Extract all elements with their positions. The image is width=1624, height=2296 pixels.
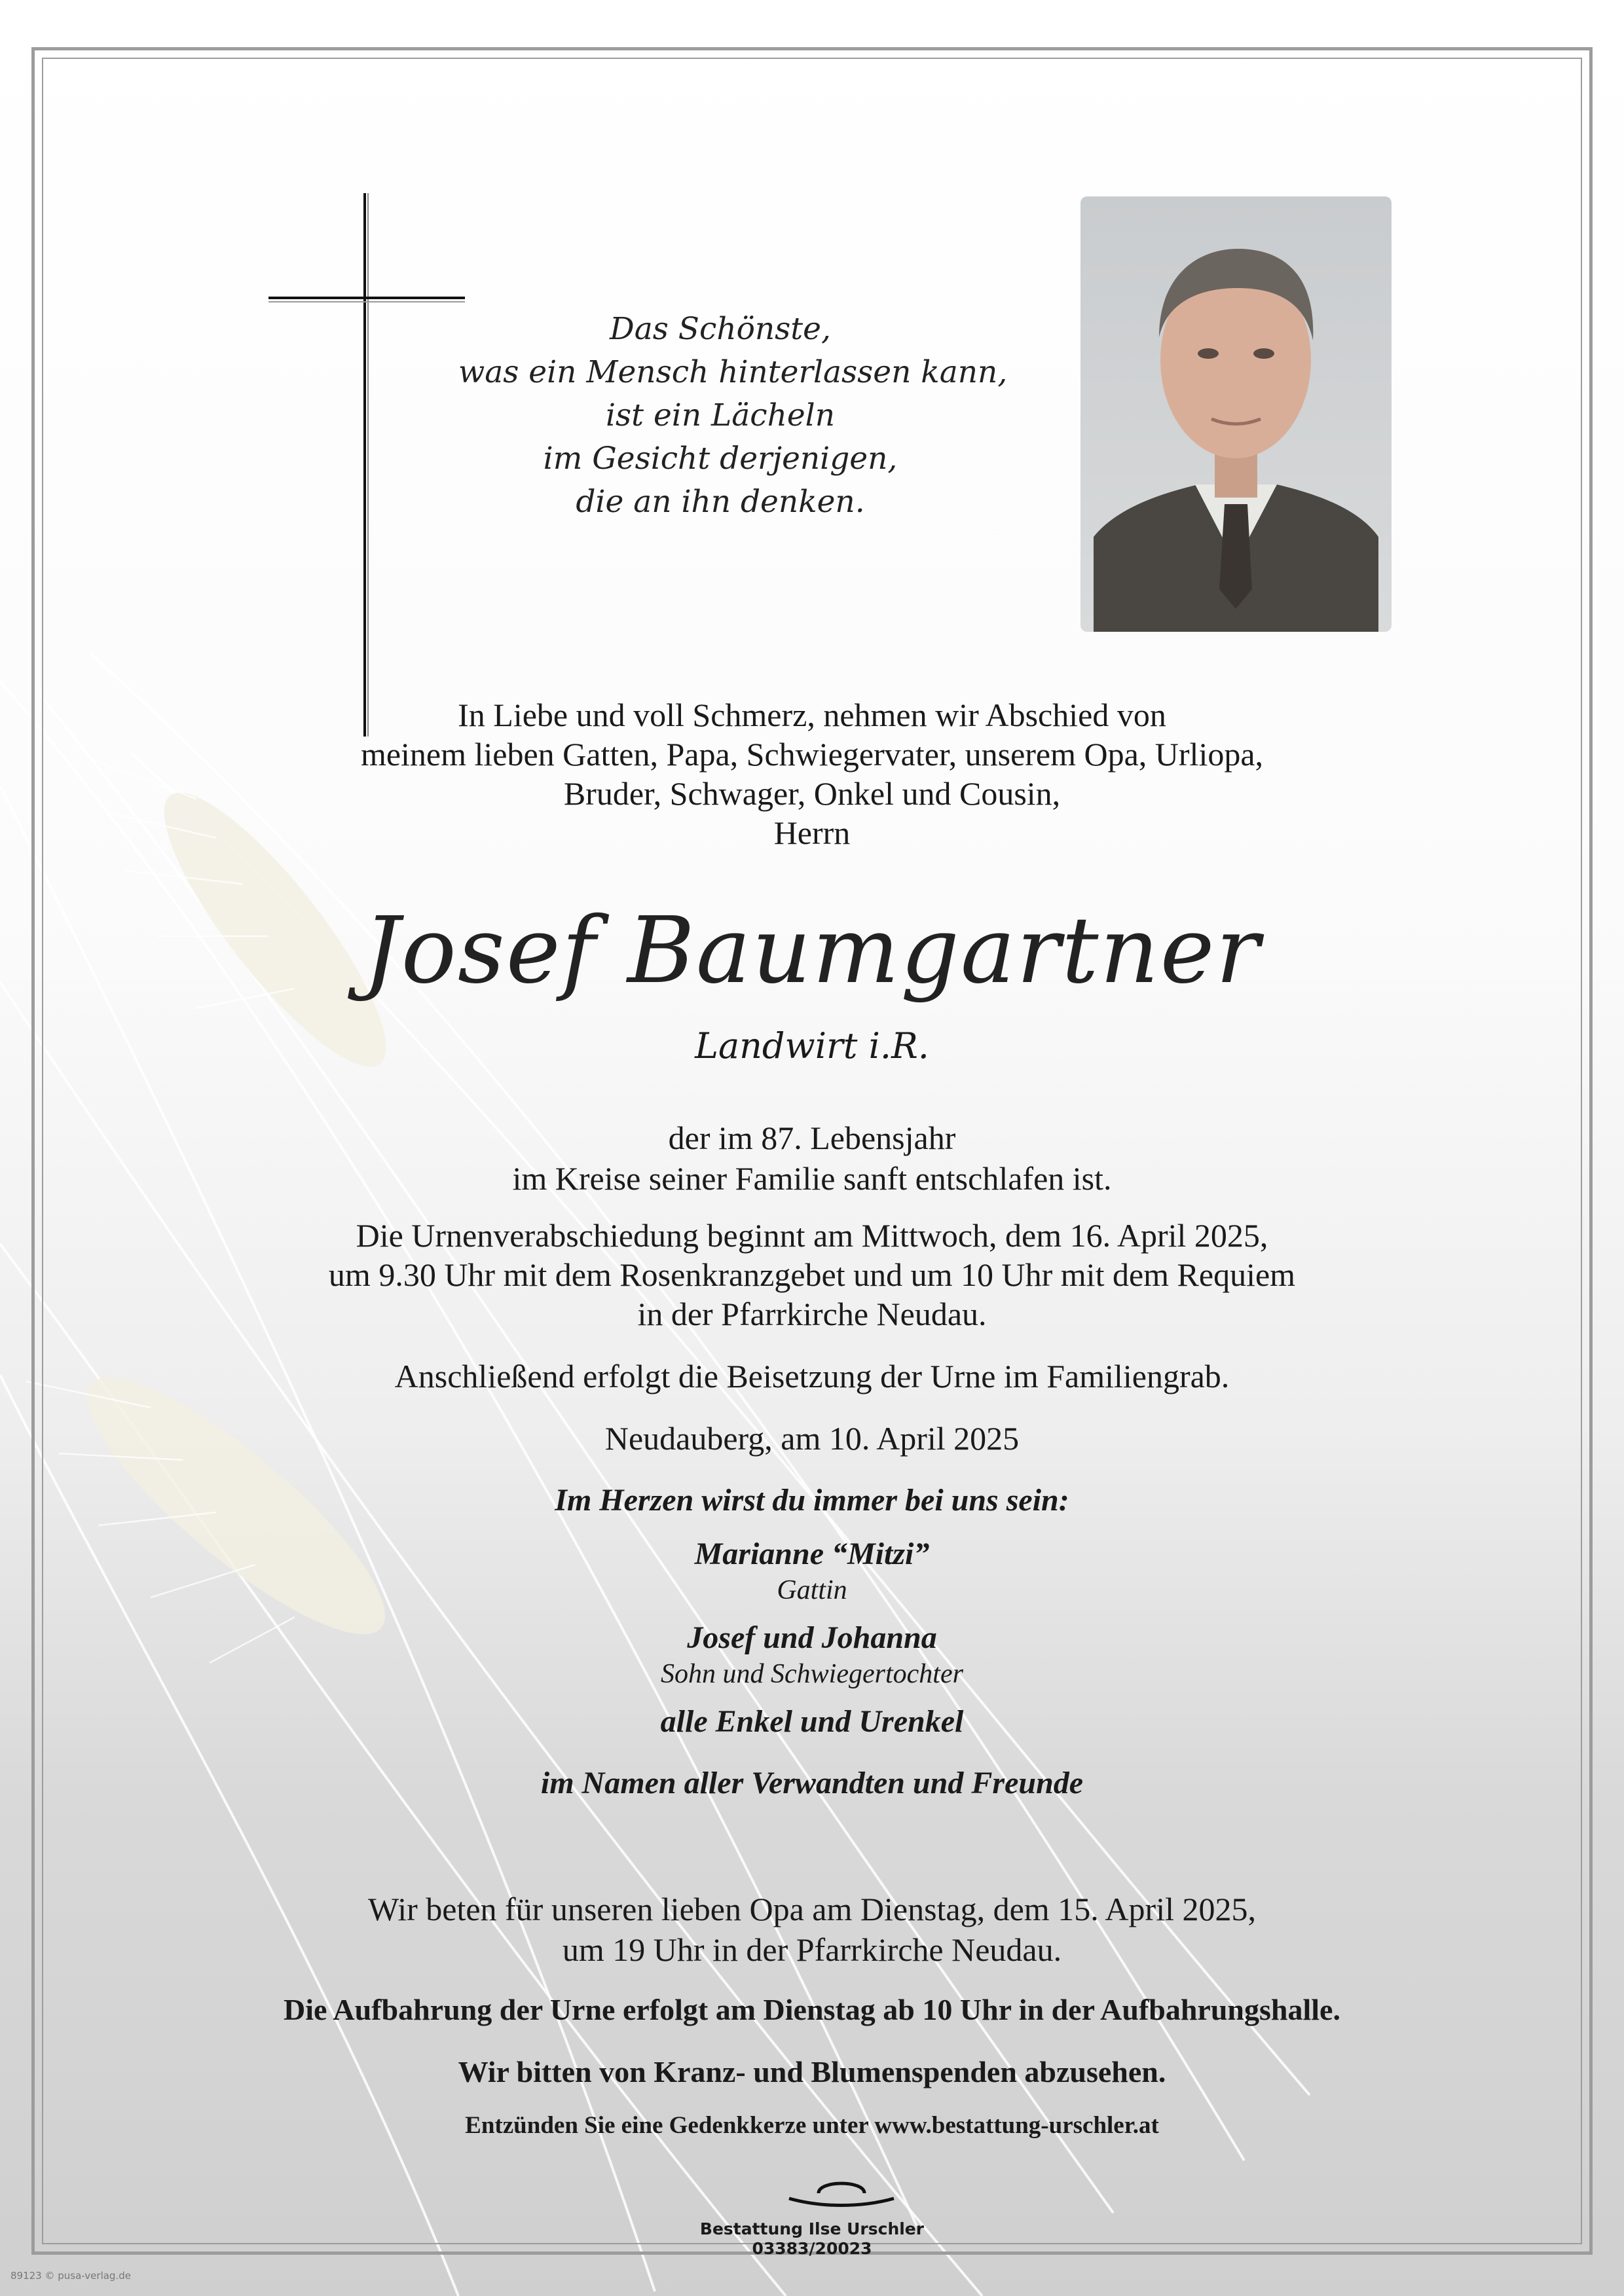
- service-details: [0, 1216, 1624, 1334]
- service-line: in der Pfarrkirche Neudau.: [637, 1296, 987, 1332]
- heart-line: Im Herzen wirst du immer bei uns sein:: [555, 1483, 1069, 1518]
- prayer-notice: [0, 1889, 1624, 1970]
- intro-line: meinem lieben Gatten, Papa, Schwiegervater, unserem Opa, Urliopa,: [360, 736, 1264, 773]
- mourners-list: [0, 1535, 1624, 1802]
- quote-line: die an ihn denken.: [576, 484, 865, 520]
- prayer-line: um 19 Uhr in der Pfarrkirche Neudau.: [562, 1931, 1062, 1968]
- mourner-name: alle Enkel und Urenkel: [660, 1704, 964, 1739]
- intro-line: Bruder, Schwager, Onkel und Cousin,: [563, 775, 1061, 812]
- quote-line: ist ein Lächeln: [606, 397, 835, 433]
- prayer-line: Wir beten für unseren lieben Opa am Dienstag, dem 15. April 2025,: [368, 1891, 1256, 1927]
- portrait-photo: [1080, 196, 1392, 632]
- funeral-home-logo: [783, 2174, 900, 2210]
- quote-line: was ein Mensch hinterlassen kann,: [458, 354, 1008, 390]
- burial-note: Anschließend erfolgt die Beisetzung der Urne im Familiengrab.: [394, 1358, 1230, 1394]
- death-notice: [0, 1118, 1624, 1199]
- memorial-quote: [458, 308, 1008, 524]
- mourner-relation: Gattin: [777, 1575, 847, 1605]
- intro-line: In Liebe und voll Schmerz, nehmen wir Abschied von: [458, 697, 1166, 733]
- funeral-home-name: Bestattung Ilse Urschler: [699, 2219, 925, 2238]
- death-notice-line: im Kreise seiner Familie sanft entschlafen ist.: [512, 1160, 1112, 1197]
- service-line: Die Urnenverabschiedung beginnt am Mittwoch, dem 16. April 2025,: [356, 1217, 1268, 1254]
- mourner-name: Marianne “Mitzi”: [694, 1537, 930, 1571]
- place-and-date: Neudauberg, am 10. April 2025: [604, 1420, 1020, 1457]
- candle-note: Entzünden Sie eine Gedenkkerze unter www.bestattung-urschler.at: [465, 2112, 1159, 2139]
- cross-icon: [268, 193, 465, 737]
- death-notice-line: der im 87. Lebensjahr: [668, 1120, 956, 1156]
- funeral-home-phone: 03383/20023: [752, 2239, 872, 2258]
- mourner-relation: Sohn und Schwiegertochter: [661, 1659, 963, 1689]
- service-line: um 9.30 Uhr mit dem Rosenkranzgebet und um 10 Uhr mit dem Requiem: [328, 1256, 1296, 1293]
- flowers-note: Wir bitten von Kranz- und Blumenspenden abzusehen.: [458, 2055, 1166, 2088]
- mourner-name: Josef und Johanna: [687, 1620, 937, 1655]
- mourner-name: im Namen aller Verwandten und Freunde: [540, 1766, 1084, 1800]
- deceased-name: Josef Baumgartner: [363, 898, 1261, 1004]
- quote-line: im Gesicht derjenigen,: [543, 441, 898, 477]
- deceased-occupation: Landwirt i.R.: [695, 1025, 929, 1066]
- print-code: 89123 © pusa-verlag.de: [10, 2270, 131, 2282]
- quote-line: Das Schönste,: [610, 311, 831, 347]
- intro-text: [0, 695, 1624, 852]
- intro-line: Herrn: [773, 814, 851, 851]
- laying-out-note: Die Aufbahrung der Urne erfolgt am Dienstag ab 10 Uhr in der Aufbahrungshalle.: [284, 1993, 1340, 2026]
